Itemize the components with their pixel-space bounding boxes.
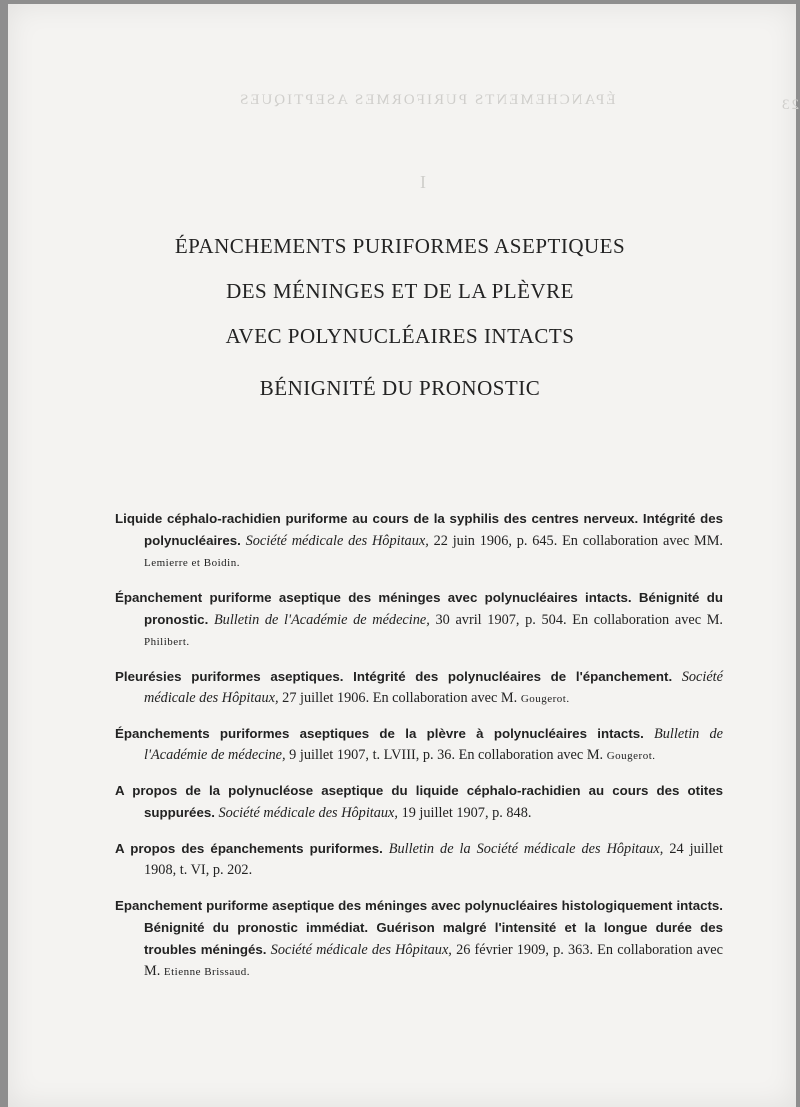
entry-details: 27 juillet 1906. En collaboration avec M. (282, 690, 518, 706)
bibliography-entry (115, 780, 723, 825)
bibliography-list (115, 508, 723, 996)
entry-authors: Philibert. (144, 636, 190, 648)
entry-journal: Société médicale des Hôpitaux, (218, 805, 398, 821)
entry-journal: Société médicale des Hôpitaux, (270, 942, 452, 958)
entry-title: Pleurésies puriformes aseptiques. Intégrité des polynucléaires de l'épanchement. (115, 669, 673, 684)
entry-journal: Bulletin de l'Académie de médecine, (144, 726, 723, 763)
title-line-1: ÉPANCHEMENTS PURIFORMES ASEPTIQUES (174, 234, 626, 258)
entry-journal: Bulletin de la Société médicale des Hôpitaux, (388, 841, 664, 857)
entry-details: 30 avril 1907, p. 504. En collaboration avec M. (435, 612, 723, 628)
entry-journal: Société médicale des Hôpitaux, (144, 669, 723, 706)
entry-authors: Etienne Brissaud. (163, 966, 250, 978)
entry-details: 19 juillet 1907, p. 848. (401, 805, 532, 821)
entry-title: Liquide céphalo-rachidien puriforme au cours de la syphilis des centres nerveux. Intégrité des polynucléaires. (115, 511, 723, 548)
bibliography-entry (115, 723, 723, 767)
show-through-header: ÉPANCHEMENTS PURIFORMES ASEPTIQUES (238, 92, 616, 108)
entry-title: Epanchement puriforme aseptique des méninges avec polynucléaires histologiquement intacts. Bénignité du pronostic immédiat. Guérison malgré l'intensité et la longue durée des troubles méningés. (115, 898, 723, 957)
entry-details: 24 juillet 1908, t. VI, p. 202. (144, 841, 724, 878)
entry-details: 9 juillet 1907, t. LVIII, p. 36. En collaboration avec M. (289, 747, 604, 763)
bibliography-entry (115, 666, 723, 710)
entry-authors: Gougerot. (520, 693, 570, 705)
entry-details: 26 février 1909, p. 363. En collaboration avec M. (144, 942, 723, 979)
show-through-roman-numeral: I (418, 172, 426, 192)
title-line-4: BÉNIGNITÉ DU PRONOSTIC (259, 376, 541, 400)
entry-journal: Bulletin de l'Académie de médecine, (213, 612, 430, 628)
entry-authors: Gougerot. (606, 750, 656, 762)
entry-details: 22 juin 1906, p. 645. En collaboration avec MM. (433, 533, 723, 549)
entry-title: Épanchements puriformes aseptiques de la plèvre à polynucléaires intacts. (115, 726, 644, 741)
show-through-page-number: 23 (780, 97, 799, 113)
bibliography-entry (115, 838, 723, 882)
title-line-2: DES MÉNINGES ET DE LA PLÈVRE (226, 279, 574, 303)
entry-authors: Lemierre et Boidin. (144, 557, 240, 569)
bibliography-entry (115, 895, 723, 983)
entry-title: A propos de la polynucléose aseptique du liquide céphalo-rachidien au cours des otites suppurées. (115, 783, 723, 820)
document-title (0, 224, 800, 411)
bibliography-entry (115, 508, 723, 574)
entry-title: A propos des épanchements puriformes. (115, 841, 383, 856)
bibliography-entry (115, 587, 723, 653)
entry-journal: Société médicale des Hôpitaux, (245, 533, 429, 549)
entry-title: Épanchement puriforme aseptique des méninges avec polynucléaires intacts. Bénignité du pronostic. (115, 590, 723, 627)
title-line-3: AVEC POLYNUCLÉAIRES INTACTS (225, 324, 575, 348)
